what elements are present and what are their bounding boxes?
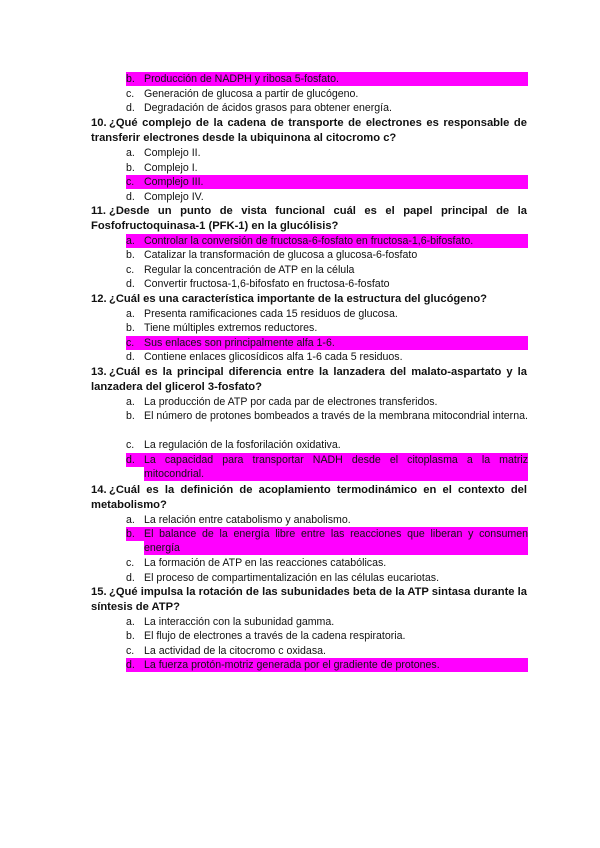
- option-text: La fuerza protón-motriz generada por el gradiente de protones.: [144, 658, 528, 672]
- option-text: Degradación de ácidos grasos para obtener energía.: [144, 102, 392, 114]
- option-text: Convertir fructosa-1,6-bifosfato en fructosa-6-fosfato: [144, 278, 390, 290]
- option-letter: b.: [126, 410, 135, 422]
- option-text: Complejo III.: [144, 175, 528, 189]
- option-text: La actividad de la citocromo c oxidasa.: [144, 645, 326, 657]
- question-number: 14.: [91, 484, 107, 496]
- option-text: El flujo de electrones a través de la cadena respiratoria.: [144, 630, 406, 642]
- option-text: Complejo IV.: [144, 191, 204, 203]
- option-11c: [126, 263, 528, 277]
- option-letter: c.: [126, 336, 144, 350]
- question-13: [91, 365, 527, 395]
- option-text: La regulación de la fosforilación oxidativa.: [144, 439, 341, 451]
- option-letter: b.: [126, 630, 135, 642]
- question-14: [91, 483, 527, 513]
- question-12: [91, 292, 527, 307]
- option-11b: [126, 248, 528, 262]
- option-10b: [126, 161, 528, 175]
- option-letter: a.: [126, 396, 135, 408]
- option-letter: d.: [126, 191, 135, 203]
- option-14a: [126, 513, 528, 527]
- option-letter: c.: [126, 88, 135, 100]
- question-number: 11.: [91, 205, 106, 217]
- option-11d: [126, 277, 528, 291]
- option-text: Complejo I.: [144, 162, 198, 174]
- option-13c: [126, 438, 528, 452]
- option-10a: [126, 146, 528, 160]
- option-text: Generación de glucosa a partir de glucógeno.: [144, 88, 359, 100]
- question-text: ¿Qué complejo de la cadena de transporte de electrones es responsable de transferir electrones desde la ubiquinona al citocromo c?: [91, 117, 527, 144]
- option-text: El proceso de compartimentalización en las células eucariotas.: [144, 572, 440, 584]
- option-text: Tiene múltiples extremos reductores.: [144, 322, 318, 334]
- option-text: La formación de ATP en las reacciones catabólicas.: [144, 557, 387, 569]
- option-text: La producción de ATP por cada par de electrones transferidos.: [144, 396, 438, 408]
- option-14c: [126, 556, 528, 570]
- question-number: 12.: [91, 293, 107, 305]
- option-letter: d.: [126, 572, 135, 584]
- option-letter: d.: [126, 351, 135, 363]
- option-text: Sus enlaces son principalmente alfa 1-6.: [144, 336, 528, 350]
- question-number: 10.: [91, 117, 107, 129]
- question-text: ¿Qué impulsa la rotación de las subunidades beta de la ATP sintasa durante la síntesis de ATP?: [91, 586, 527, 613]
- option-14d: [126, 571, 528, 585]
- option-letter: b.: [126, 527, 144, 541]
- option-text: Regular la concentración de ATP en la célula: [144, 264, 355, 276]
- option-text: La relación entre catabolismo y anabolismo.: [144, 514, 351, 526]
- option-text: Complejo II.: [144, 147, 201, 159]
- option-11a: [126, 234, 528, 248]
- option-letter: c.: [126, 175, 144, 189]
- option-15a: [126, 615, 528, 629]
- option-letter: b.: [126, 72, 144, 86]
- option-text: La interacción con la subunidad gamma.: [144, 616, 335, 628]
- option-12b: [126, 321, 528, 335]
- option-text: Controlar la conversión de fructosa-6-fosfato en fructosa-1,6-bifosfato.: [144, 234, 528, 248]
- option-9b: [126, 72, 528, 86]
- option-letter: a.: [126, 308, 135, 320]
- option-text: Catalizar la transformación de glucosa a glucosa-6-fosfato: [144, 249, 418, 261]
- question-number: 15.: [91, 586, 107, 598]
- option-text: La capacidad para transportar NADH desde el citoplasma a la matriz mitocondrial.: [144, 454, 528, 480]
- option-letter: c.: [126, 557, 135, 569]
- option-15c: [126, 644, 528, 658]
- option-letter: a.: [126, 514, 135, 526]
- question-15: [91, 585, 527, 615]
- option-letter: b.: [126, 322, 135, 334]
- option-letter: a.: [126, 616, 135, 628]
- option-text: Presenta ramificaciones cada 15 residuos de glucosa.: [144, 308, 398, 320]
- option-14b: [126, 527, 528, 555]
- option-12a: [126, 307, 528, 321]
- option-text: Contiene enlaces glicosídicos alfa 1-6 cada 5 residuos.: [144, 351, 403, 363]
- option-9d: [126, 101, 528, 115]
- option-text: El número de protones bombeados a través de la membrana mitocondrial interna.: [144, 410, 528, 422]
- option-12d: [126, 350, 528, 364]
- option-15b: [126, 629, 528, 643]
- option-13d: [126, 453, 528, 481]
- option-letter: c.: [126, 645, 135, 657]
- option-12c: [126, 336, 528, 350]
- option-letter: d.: [126, 453, 144, 467]
- option-10d: [126, 190, 528, 204]
- question-text: ¿Cuál es una característica importante de la estructura del glucógeno?: [109, 293, 487, 305]
- option-13b: [126, 409, 528, 423]
- question-text: ¿Cuál es la definición de acoplamiento termodinámico en el contexto del metabolismo?: [91, 484, 527, 511]
- question-number: 13.: [91, 366, 107, 378]
- option-letter: b.: [126, 249, 135, 261]
- option-letter: d.: [126, 102, 135, 114]
- option-letter: b.: [126, 162, 135, 174]
- option-10c: [126, 175, 528, 189]
- question-text: ¿Cuál es la principal diferencia entre la lanzadera del malato-aspartato y la lanzadera del glicerol 3-fosfato?: [91, 366, 527, 393]
- option-letter: c.: [126, 439, 135, 451]
- question-10: [91, 116, 527, 146]
- option-text: Producción de NADPH y ribosa 5-fosfato.: [144, 72, 528, 86]
- option-letter: a.: [126, 147, 135, 159]
- option-text: El balance de la energía libre entre las reacciones que liberan y consumen energía: [144, 528, 528, 554]
- option-letter: c.: [126, 264, 135, 276]
- question-text: ¿Desde un punto de vista funcional cuál es el papel principal de la Fosfofructoquinasa-1 (PFK-1) en la glucólisis?: [91, 205, 527, 232]
- option-letter: d.: [126, 658, 144, 672]
- option-13a: [126, 395, 528, 409]
- option-letter: a.: [126, 234, 144, 248]
- question-11: [91, 204, 527, 234]
- option-15d: [126, 658, 528, 672]
- option-letter: d.: [126, 278, 135, 290]
- option-9c: [126, 87, 528, 101]
